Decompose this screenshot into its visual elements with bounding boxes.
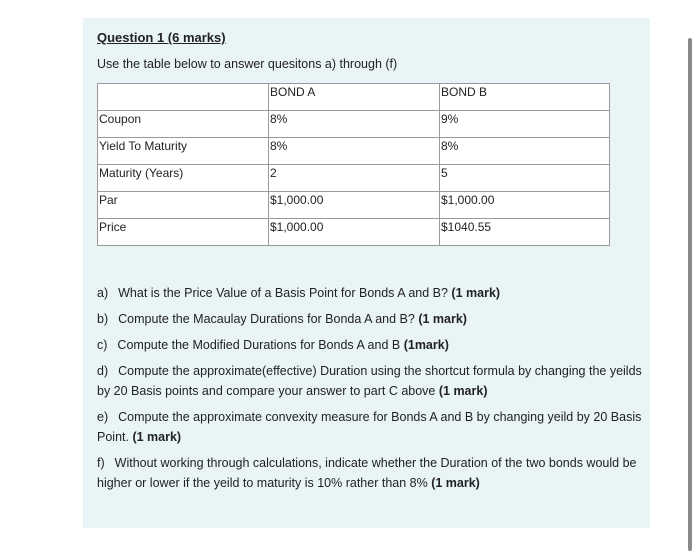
question-marks: (1 mark) bbox=[431, 476, 480, 490]
question-item-f bbox=[97, 453, 642, 493]
question-text: What is the Price Value of a Basis Point for Bonds A and B? bbox=[118, 286, 452, 300]
question-label: e) bbox=[97, 410, 109, 424]
table-header-cell: BOND A bbox=[269, 84, 440, 111]
question-item-b bbox=[97, 309, 642, 329]
table-cell: 9% bbox=[440, 111, 610, 138]
question-marks: (1 mark) bbox=[418, 312, 467, 326]
table-row bbox=[98, 219, 610, 246]
table-row bbox=[98, 111, 610, 138]
question-item-d bbox=[97, 361, 642, 401]
table-cell: $1,000.00 bbox=[269, 219, 440, 246]
table-cell: Yield To Maturity bbox=[98, 138, 269, 165]
question-marks: (1 mark) bbox=[438, 384, 488, 398]
question-marks: (1 mark) bbox=[451, 286, 501, 300]
table-header-cell: BOND B bbox=[440, 84, 610, 111]
table-cell: $1,000.00 bbox=[440, 192, 610, 219]
bond-table bbox=[97, 83, 610, 246]
table-cell: 8% bbox=[269, 111, 440, 138]
scrollbar[interactable] bbox=[688, 38, 692, 551]
table-cell: 5 bbox=[440, 165, 610, 192]
question-item-e bbox=[97, 407, 642, 447]
table-header-cell bbox=[98, 84, 269, 111]
table-cell: $1040.55 bbox=[440, 219, 610, 246]
question-label: b) bbox=[97, 312, 109, 326]
table-cell: 2 bbox=[269, 165, 440, 192]
table-header-row bbox=[98, 84, 610, 111]
question-label: c) bbox=[97, 338, 108, 352]
table-cell: Maturity (Years) bbox=[98, 165, 269, 192]
question-marks: (1mark) bbox=[403, 338, 449, 352]
table-cell: Coupon bbox=[98, 111, 269, 138]
question-marks: (1 mark) bbox=[132, 430, 182, 444]
question-text: Compute the Modified Durations for Bonds A and B bbox=[117, 338, 404, 352]
table-cell: Par bbox=[98, 192, 269, 219]
table-cell: $1,000.00 bbox=[269, 192, 440, 219]
table-cell: Price bbox=[98, 219, 269, 246]
question-title: Question 1 (6 marks) bbox=[97, 30, 226, 45]
question-item-a bbox=[97, 283, 642, 303]
question-text: Compute the Macaulay Durations for Bonda A and B? bbox=[118, 312, 419, 326]
question-list bbox=[97, 283, 642, 499]
table-row bbox=[98, 192, 610, 219]
table-row bbox=[98, 138, 610, 165]
question-item-c bbox=[97, 335, 642, 355]
question-text: Compute the approximate(effective) Duration using the shortcut formula by changing the yeilds by 20 Basis points and compare your answer to part C above bbox=[97, 364, 642, 398]
table-cell: 8% bbox=[440, 138, 610, 165]
table-row bbox=[98, 165, 610, 192]
table-cell: 8% bbox=[269, 138, 440, 165]
question-text: Without working through calculations, indicate whether the Duration of the two bonds would be higher or lower if the yeild to maturity is 10% rather than 8% bbox=[97, 456, 637, 490]
question-label: d) bbox=[97, 364, 109, 378]
question-label: f) bbox=[97, 456, 105, 470]
question-intro: Use the table below to answer quesitons a) through (f) bbox=[97, 57, 398, 71]
question-label: a) bbox=[97, 286, 109, 300]
question-text: Compute the approximate convexity measure for Bonds A and B by changing yeild by 20 Basis Point. bbox=[97, 410, 642, 444]
